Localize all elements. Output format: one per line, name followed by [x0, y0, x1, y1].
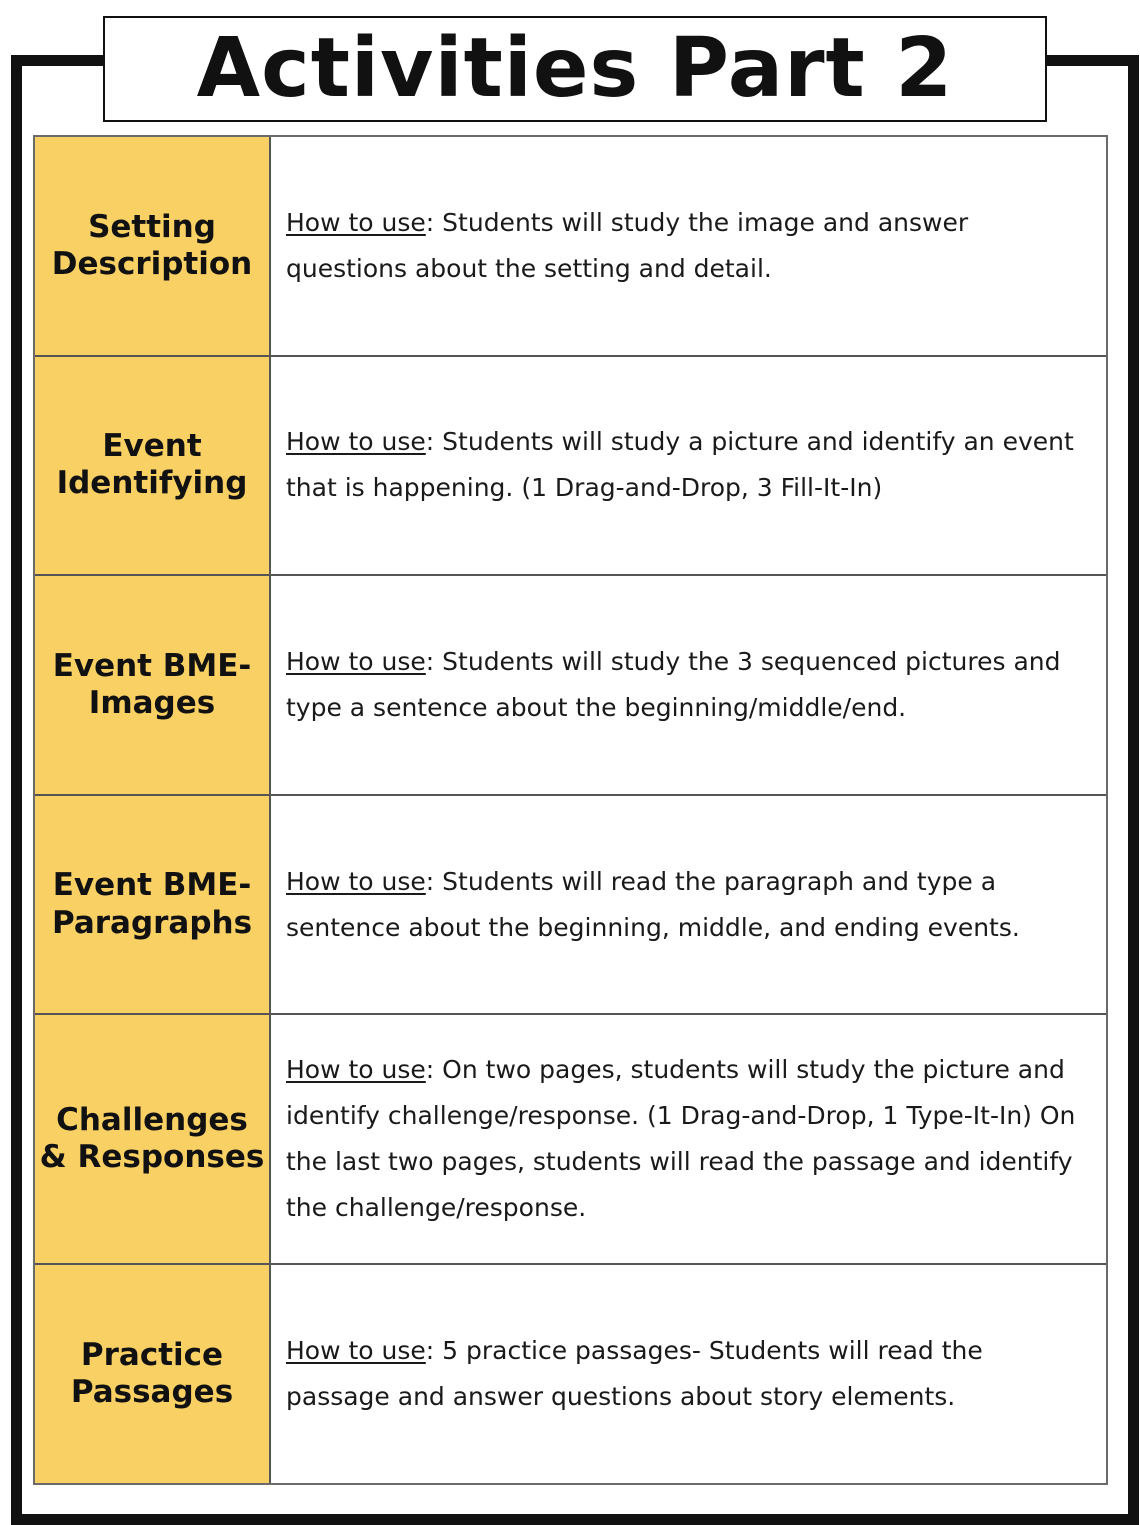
title-box [103, 16, 1047, 122]
page-title: Activities Part 2 [196, 21, 954, 116]
activity-row [35, 576, 1106, 796]
activity-description: How to use: On two pages, students will study the picture and identify challenge/response. (1 Drag-and-Drop, 1 Type-It-In) On the last two pages, students will read the passage and identify the challenge/response. [286, 1055, 1076, 1223]
activity-name: Setting Description [51, 208, 253, 282]
activity-name-cell [35, 1015, 271, 1263]
activity-name-cell [35, 1265, 271, 1483]
activity-row [35, 796, 1106, 1016]
activity-row [35, 137, 1106, 357]
activity-table [33, 135, 1108, 1485]
activity-description: How to use: Students will study the 3 sequenced pictures and type a sentence about the beginning/middle/end. [286, 646, 1061, 722]
activity-description-cell [271, 1265, 1106, 1483]
description-text: 5 practice passages- Students will read the passage and answer questions about story elements. [286, 1336, 983, 1412]
description-text: Students will study a picture and identify an event that is happening. (1 Drag-and-Drop, 3 Fill-It-In) [286, 427, 1074, 503]
activity-name-cell [35, 137, 271, 355]
description-text: Students will study the image and answer questions about the setting and detail. [286, 207, 969, 283]
activity-description-cell [271, 576, 1106, 794]
description-text: On two pages, students will study the picture and identify challenge/response. (1 Drag-and-Drop, 1 Type-It-In) On the last two pages, students will read the passage and identify the challenge/response. [286, 1055, 1076, 1223]
how-to-use-label: How to use [286, 427, 426, 457]
activity-name-cell [35, 357, 271, 575]
activity-description-cell [271, 357, 1106, 575]
how-to-use-label: How to use [286, 646, 426, 676]
description-text: Students will study the 3 sequenced pictures and type a sentence about the beginning/middle/end. [286, 646, 1061, 722]
activity-name-cell [35, 576, 271, 794]
activity-description: How to use: Students will read the paragraph and type a sentence about the beginning, middle, and ending events. [286, 866, 1020, 942]
activity-row [35, 1265, 1106, 1483]
activity-description: How to use: 5 practice passages- Students will read the passage and answer questions about story elements. [286, 1336, 983, 1412]
how-to-use-label: How to use [286, 866, 426, 896]
activity-description-cell [271, 796, 1106, 1014]
how-to-use-label: How to use [286, 207, 426, 237]
how-to-use-label: How to use [286, 1336, 426, 1366]
activity-name: Challenges & Responses [39, 1102, 265, 1176]
how-to-use-label: How to use [286, 1055, 426, 1085]
activity-name: Practice Passages [70, 1337, 234, 1411]
activity-row [35, 1015, 1106, 1265]
activity-name: Event BME-Images [52, 647, 252, 721]
activity-description-cell [271, 137, 1106, 355]
activity-row [35, 357, 1106, 577]
activity-description-cell [271, 1015, 1106, 1263]
description-text: Students will read the paragraph and type a sentence about the beginning, middle, and ending events. [286, 866, 1020, 942]
activity-name-cell [35, 796, 271, 1014]
activity-name: Event Identifying [56, 428, 248, 502]
activity-name: Event BME-Paragraphs [51, 867, 253, 941]
activity-description: How to use: Students will study the image and answer questions about the setting and detail. [286, 207, 969, 283]
activity-description: How to use: Students will study a picture and identify an event that is happening. (1 Drag-and-Drop, 3 Fill-It-In) [286, 427, 1074, 503]
